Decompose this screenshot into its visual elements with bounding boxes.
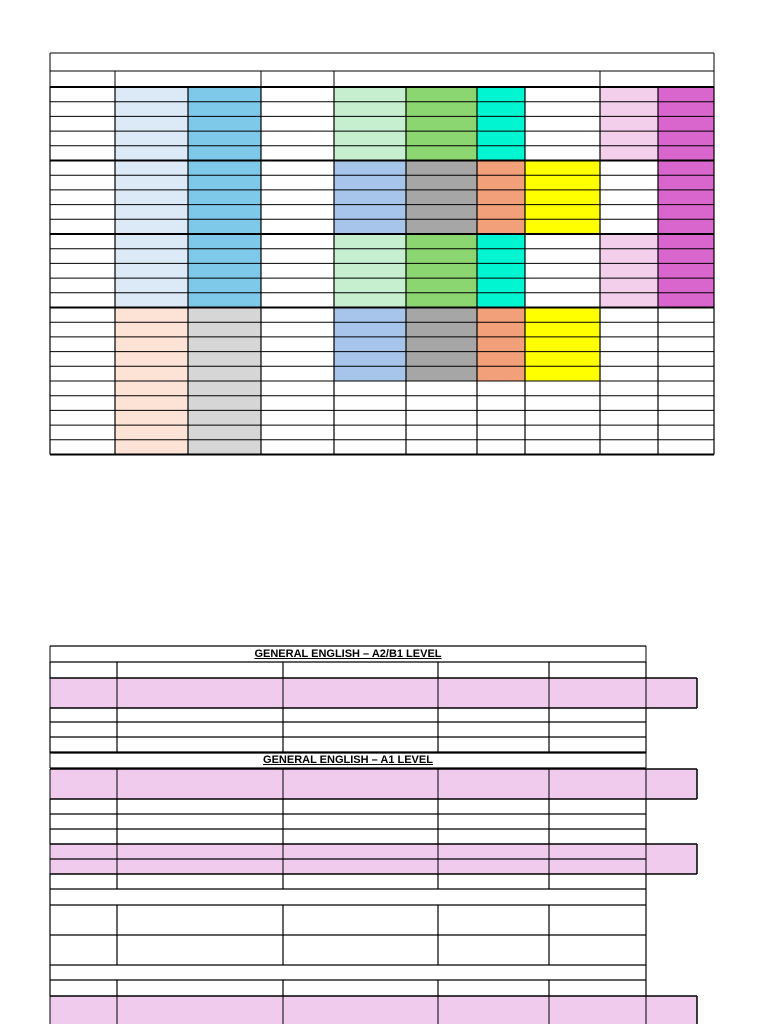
course-row-highlight <box>50 996 697 1024</box>
course-row-highlight <box>50 769 697 799</box>
section-title-a1: GENERAL ENGLISH – A1 LEVEL <box>263 754 433 766</box>
section-title-a2b1: GENERAL ENGLISH – A2/B1 LEVEL <box>254 648 442 660</box>
course-row-highlight <box>50 678 697 708</box>
